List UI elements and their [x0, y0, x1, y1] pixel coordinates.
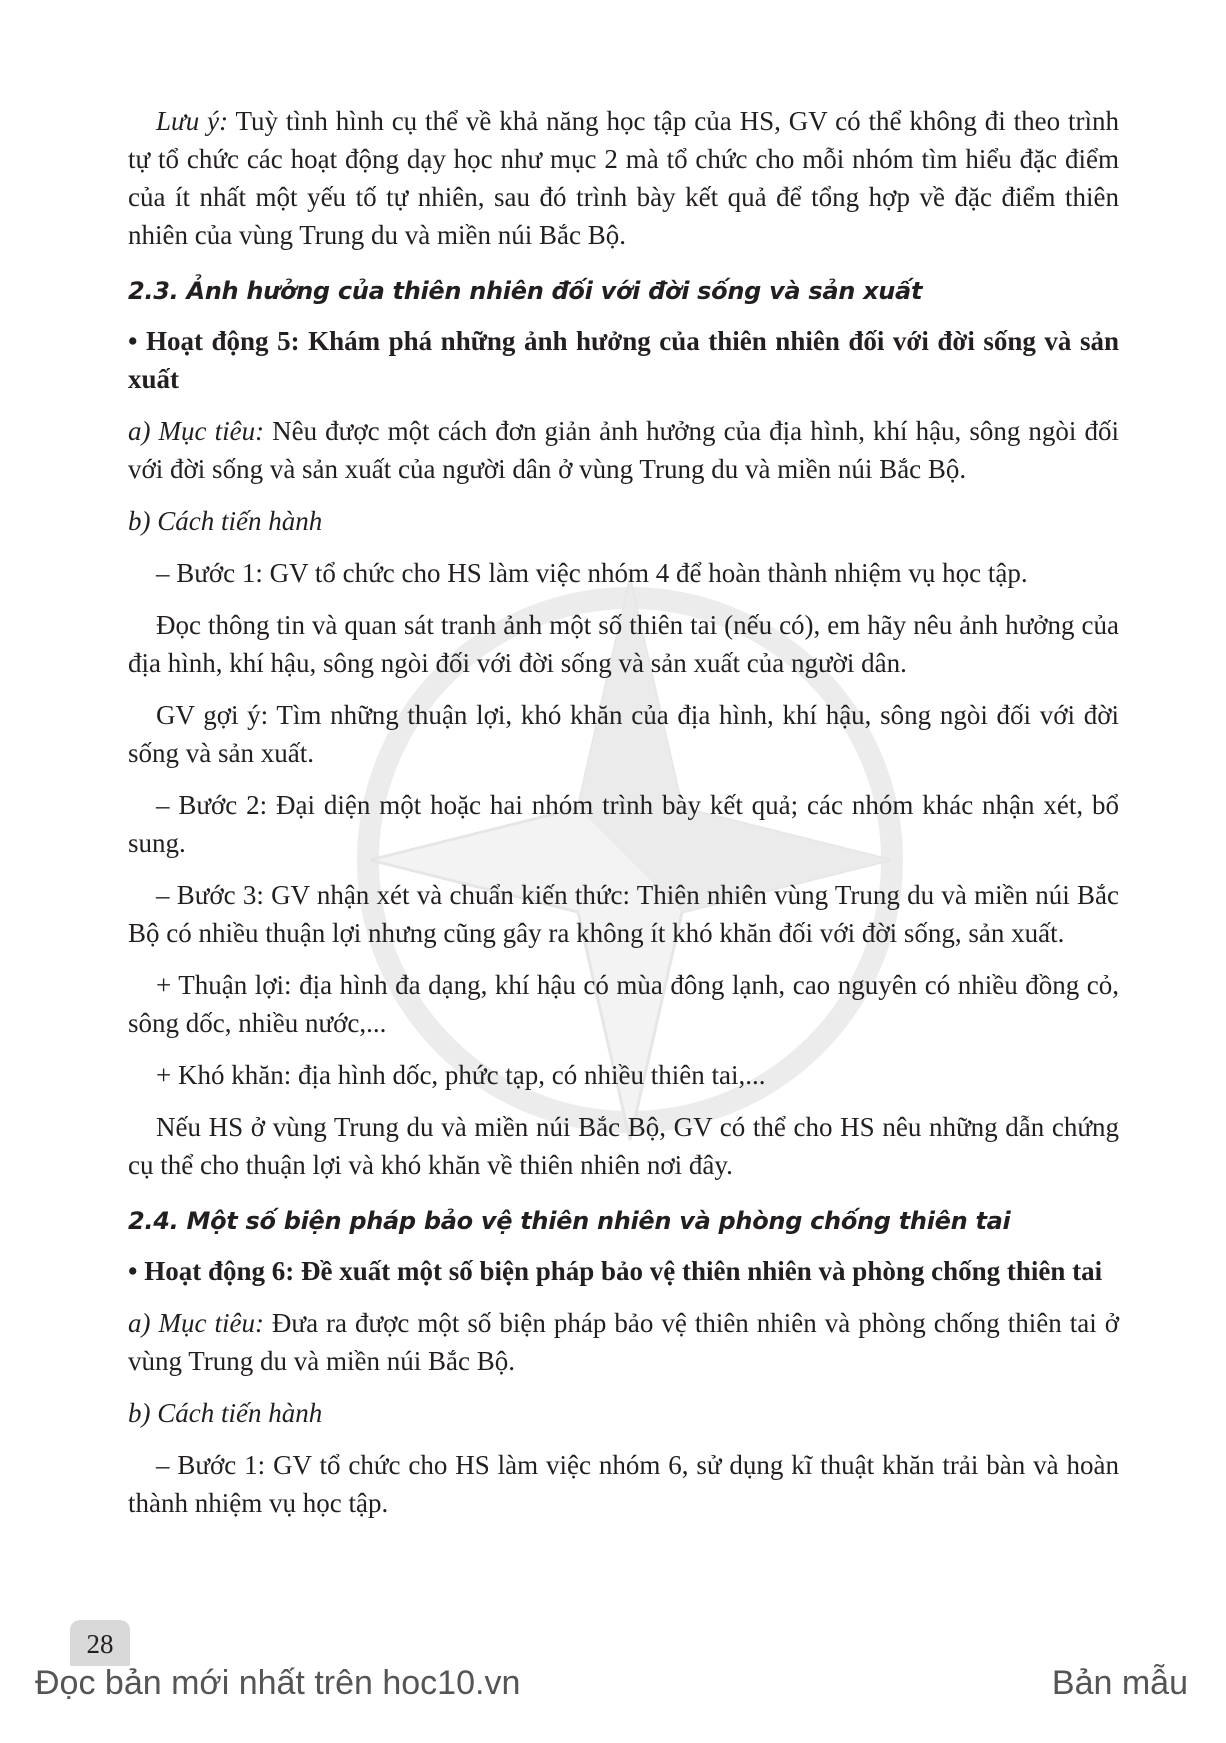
page-number: 28 — [70, 1620, 130, 1666]
note-text: Tuỳ tình hình cụ thể về khả năng học tập của HS, GV có thể không đi theo trình tự tổ chức các hoạt động dạy học như mục 2 mà tổ chức cho mỗi nhóm tìm hiểu đặc điểm của ít nhất một yếu tố tự nhiên, sau đó trình bày kết quả để tổng hợp về đặc điểm thiên nhiên của vùng Trung du và miền núi Bắc Bộ. — [128, 106, 1119, 250]
objective-text: Đưa ra được một số biện pháp bảo vệ thiên nhiên và phòng chống thiên tai ở vùng Trung du và miền núi Bắc Bộ. — [128, 1308, 1119, 1376]
activity-5-note: Nếu HS ở vùng Trung du và miền núi Bắc Bộ, GV có thể cho HS nêu những dẫn chứng cụ thể cho thuận lợi và khó khăn về thiên nhiên nơi đây. — [128, 1112, 1119, 1180]
footer-sample-label: Bản mẫu — [1051, 1664, 1188, 1702]
objective-label: a) Mục tiêu: — [128, 1308, 264, 1338]
activity-6-procedure-label: b) Cách tiến hành — [128, 1398, 323, 1428]
footer — [0, 1664, 1226, 1714]
objective-text: Nêu được một cách đơn giản ảnh hưởng của địa hình, khí hậu, sông ngòi đối với đời sống và sản xuất của người dân ở vùng Trung du và miền núi Bắc Bộ. — [128, 416, 1119, 484]
section-heading-2-3: 2.3. Ảnh hưởng của thiên nhiên đối với đời sống và sản xuất — [128, 277, 923, 305]
activity-5-procedure-label: b) Cách tiến hành — [128, 506, 323, 536]
section-heading-2-4: 2.4. Một số biện pháp bảo vệ thiên nhiên và phòng chống thiên tai — [128, 1207, 1011, 1235]
activity-5-step-3: – Bước 3: GV nhận xét và chuẩn kiến thức: Thiên nhiên vùng Trung du và miền núi Bắc Bộ có nhiều thuận lợi nhưng cũng gây ra không ít khó khăn đối với đời sống, sản xuất. — [128, 880, 1119, 948]
activity-5-hint: GV gợi ý: Tìm những thuận lợi, khó khăn của địa hình, khí hậu, sông ngòi đối với đời sống và sản xuất. — [128, 700, 1119, 768]
activity-6-step-1: – Bước 1: GV tổ chức cho HS làm việc nhóm 6, sử dụng kĩ thuật khăn trải bàn và hoàn thành nhiệm vụ học tập. — [128, 1450, 1119, 1518]
activity-6-title: • Hoạt động 6: Đề xuất một số biện pháp bảo vệ thiên nhiên và phòng chống thiên tai — [128, 1256, 1103, 1286]
activity-5-step-2: – Bước 2: Đại diện một hoặc hai nhóm trình bày kết quả; các nhóm khác nhận xét, bổ sung. — [128, 790, 1119, 858]
note-paragraph — [128, 102, 1119, 254]
activity-6-objective — [128, 1304, 1119, 1380]
objective-label: a) Mục tiêu: — [128, 416, 265, 446]
note-label: Lưu ý: — [156, 106, 229, 136]
activity-5-step-1: – Bước 1: GV tổ chức cho HS làm việc nhóm 4 để hoàn thành nhiệm vụ học tập. — [156, 558, 1028, 588]
advantages-item: + Thuận lợi: địa hình đa dạng, khí hậu có mùa đông lạnh, cao nguyên có nhiều đồng cỏ, sông dốc, nhiều nước,... — [128, 970, 1119, 1038]
activity-5-objective — [128, 412, 1119, 488]
activity-5-task: Đọc thông tin và quan sát tranh ảnh một số thiên tai (nếu có), em hãy nêu ảnh hưởng của địa hình, khí hậu, sông ngòi đối với đời sống và sản xuất của người dân. — [128, 610, 1119, 678]
difficulties-item: + Khó khăn: địa hình dốc, phức tạp, có nhiều thiên tai,... — [156, 1060, 766, 1090]
footer-source-link[interactable]: Đọc bản mới nhất trên hoc10.vn — [35, 1664, 521, 1702]
activity-5-title: • Hoạt động 5: Khám phá những ảnh hưởng của thiên nhiên đối với đời sống và sản xuất — [128, 326, 1119, 394]
page-content — [128, 102, 1119, 1522]
